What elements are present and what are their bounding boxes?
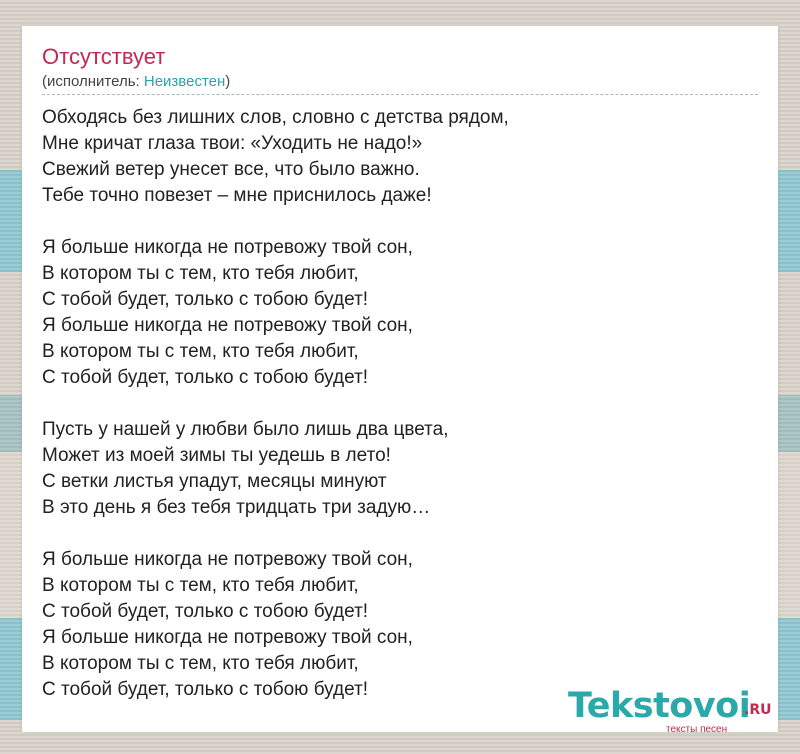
stanza (42, 105, 758, 209)
lyric-line: Мне кричат глаза твои: «Уходить не надо!» (42, 133, 423, 154)
lyric-line: Обходясь без лишних слов, словно с детства рядом, (42, 107, 509, 128)
artist-prefix: (исполнитель: (42, 73, 144, 90)
lyric-line: В котором ты с тем, кто тебя любит, (42, 341, 359, 362)
lyric-line: Свежий ветер унесет все, что было важно. (42, 159, 420, 180)
song-title: Отсутствует (42, 44, 166, 69)
logo-wordmark: Tekstovoi (568, 686, 751, 726)
lyric-line: Я больше никогда не потревожу твой сон, (42, 315, 413, 336)
lyric-line: Я больше никогда не потревожу твой сон, (42, 549, 413, 570)
lyric-line: С тобой будет, только с тобою будет! (42, 289, 369, 310)
lyric-line: Я больше никогда не потревожу твой сон, (42, 627, 413, 648)
stanza (42, 235, 758, 391)
lyric-line: Тебе точно повезет – мне приснилось даже! (42, 185, 432, 206)
artist-link[interactable]: Неизвестен (143, 73, 226, 90)
lyric-line: В котором ты с тем, кто тебя любит, (42, 653, 359, 674)
lyric-line: В котором ты с тем, кто тебя любит, (42, 263, 359, 284)
logo-domain: .RU (744, 702, 772, 718)
lyric-line: С ветки листья упадут, месяцы минуют (42, 471, 387, 492)
stanza (42, 417, 758, 521)
stanza (42, 547, 758, 703)
site-logo[interactable] (568, 686, 778, 735)
lyric-line: В это день я без тебя тридцать три задую… (42, 497, 431, 518)
lyric-line: Пусть у нашей у любви было лишь два цвета, (42, 419, 449, 440)
lyric-line: С тобой будет, только с тобою будет! (42, 367, 369, 388)
lyrics-card (22, 26, 778, 735)
lyric-line: С тобой будет, только с тобою будет! (42, 679, 369, 700)
logo-tagline: тексты песен (666, 724, 728, 735)
lyrics-text (42, 105, 758, 729)
lyric-line: С тобой будет, только с тобою будет! (42, 601, 369, 622)
lyric-line: В котором ты с тем, кто тебя любит, (42, 575, 359, 596)
artist-suffix: ) (225, 73, 231, 90)
lyric-line: Я больше никогда не потревожу твой сон, (42, 237, 413, 258)
artist-line (42, 73, 758, 95)
lyric-line: Может из моей зимы ты уедешь в лето! (42, 445, 391, 466)
